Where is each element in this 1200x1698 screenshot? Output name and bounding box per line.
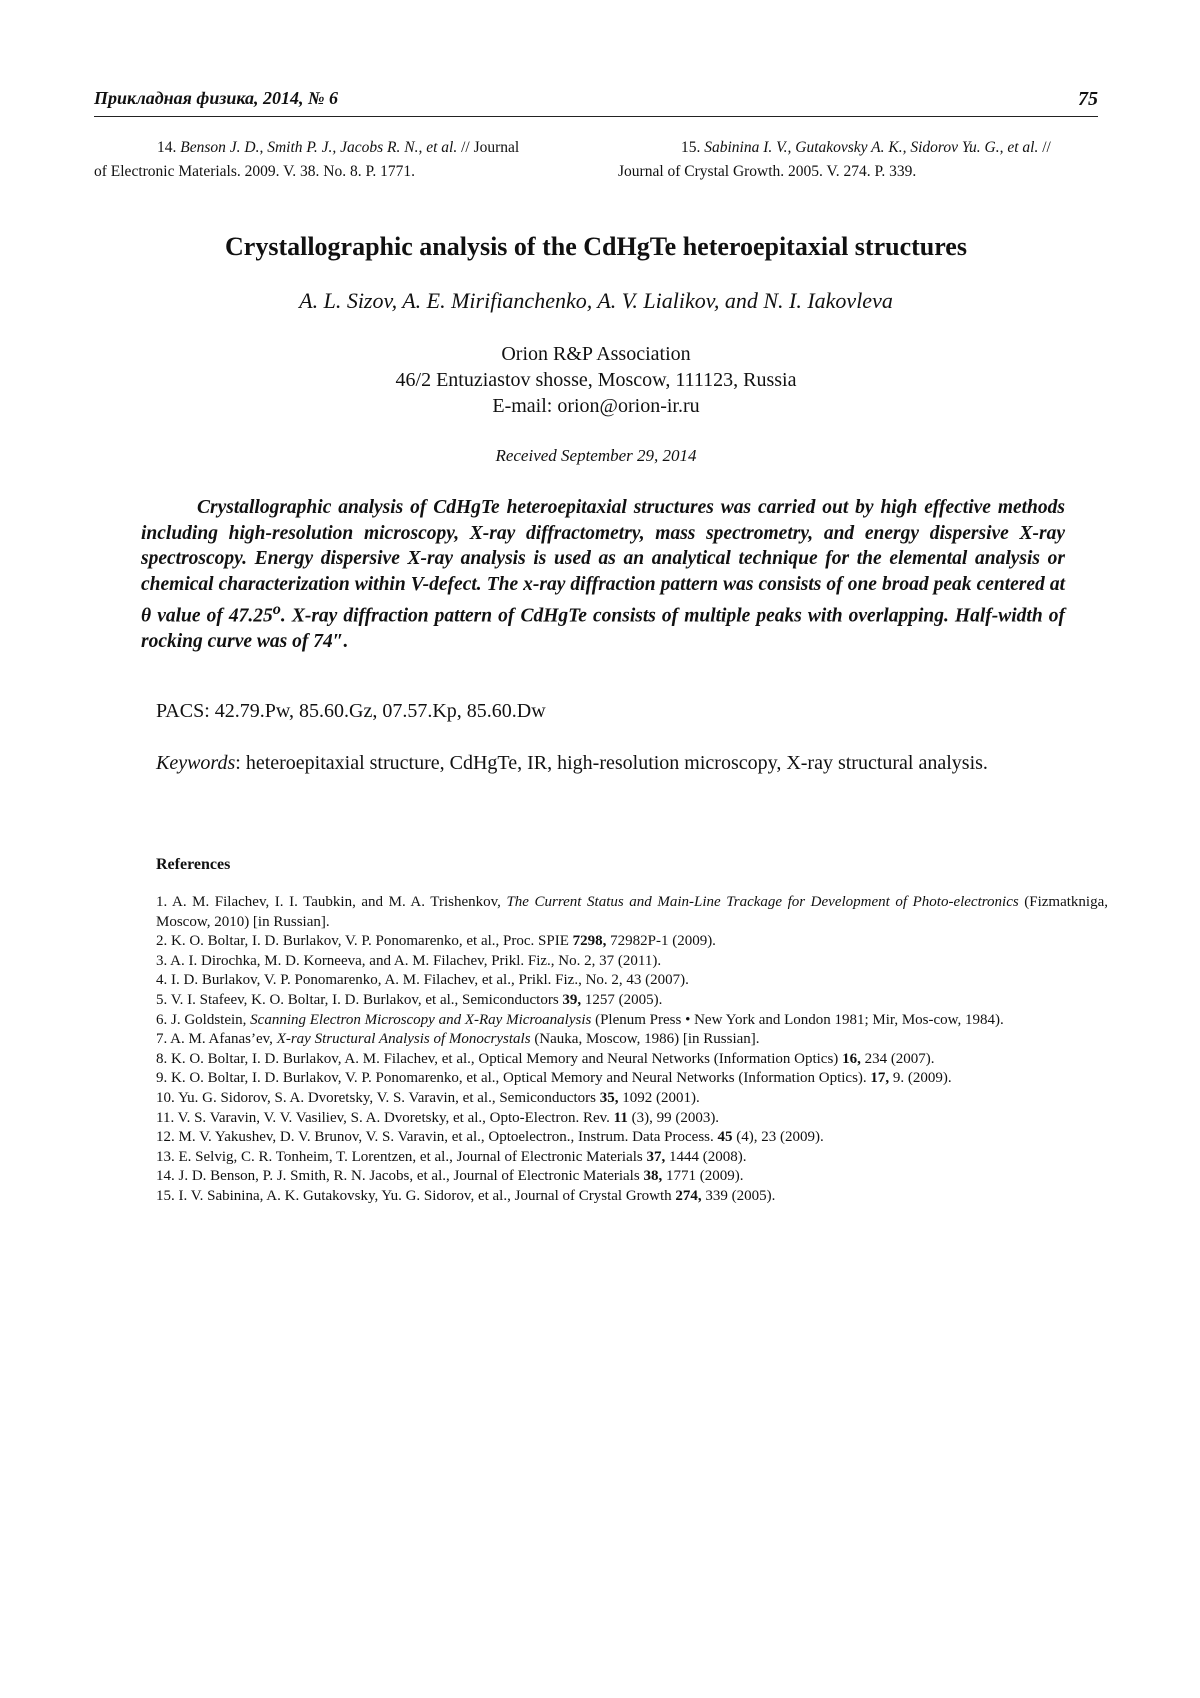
reference-title: X-ray Structural Analysis of Monocrystals xyxy=(276,1031,531,1048)
reference-tail: (3), 99 (2003). xyxy=(627,1109,720,1126)
reference-text: 7. A. M. Afanas’ev, xyxy=(156,1031,277,1048)
previous-page-reference xyxy=(94,136,591,184)
journal-name: Прикладная физика, 2014, № 6 xyxy=(94,88,339,108)
reference-volume: 16, xyxy=(842,1050,861,1067)
reference-item xyxy=(156,1167,1108,1187)
reference-volume: 38, xyxy=(643,1168,663,1185)
ref-number: 15. xyxy=(681,139,701,156)
reference-item xyxy=(156,1128,1108,1148)
abstract xyxy=(141,495,1065,655)
reference-item xyxy=(156,1069,1108,1089)
reference-volume: 274, xyxy=(675,1187,702,1204)
reference-volume: 11 xyxy=(613,1109,628,1126)
reference-tail: 234 (2007). xyxy=(860,1050,935,1067)
reference-text: 3. A. I. Dirochka, M. D. Korneeva, and A. M. Filachev, Prikl. Fiz., No. 2, 37 (2011). xyxy=(156,952,662,969)
ref-number: 14. xyxy=(157,139,177,156)
reference-item xyxy=(156,952,1108,972)
reference-item xyxy=(156,932,1108,952)
reference-text: 2. K. O. Boltar, I. D. Burlakov, V. P. Ponomarenko, et al., Proc. SPIE xyxy=(156,933,573,950)
reference-tail: 1444 (2008). xyxy=(665,1148,747,1165)
reference-tail: 72982P-1 (2009). xyxy=(606,933,716,950)
reference-volume: 17, xyxy=(870,1070,890,1087)
reference-title: Scanning Electron Microscopy and X-Ray Microanalysis xyxy=(250,1011,592,1028)
affiliation-email: E-mail: orion@orion-ir.ru xyxy=(492,395,700,417)
reference-item xyxy=(156,893,1108,932)
reference-item xyxy=(156,1109,1108,1129)
page-number: 75 xyxy=(1078,88,1098,110)
reference-volume: 37, xyxy=(646,1148,666,1165)
reference-tail: (Plenum Press • New York and London 1981; Mir, Mos-cow, 1984). xyxy=(591,1011,1004,1028)
reference-volume: 7298, xyxy=(572,933,607,950)
reference-text: 10. Yu. G. Sidorov, S. A. Dvoretsky, V. S. Varavin, et al., Semiconductors xyxy=(156,1089,600,1106)
reference-item xyxy=(156,1089,1108,1109)
reference-text: 12. M. V. Yakushev, D. V. Brunov, V. S. Varavin, et al., Optoelectron., Instrum. Data Process. xyxy=(156,1129,718,1146)
reference-volume: 45 xyxy=(717,1129,733,1146)
ref-source: Journal of Crystal Growth. 2005. V. 274. P. 339. xyxy=(618,163,917,180)
reference-text: 5. V. I. Stafeev, K. O. Boltar, I. D. Burlakov, et al., Semiconductors xyxy=(156,991,563,1008)
reference-text: 11. V. S. Varavin, V. V. Vasiliev, S. A. Dvoretsky, et al., Opto-Electron. Rev. xyxy=(156,1109,614,1126)
ref-authors: Benson J. D., Smith P. J., Jacobs R. N., et al. xyxy=(180,139,458,156)
reference-item xyxy=(156,991,1108,1011)
ref-separator: // xyxy=(1038,139,1051,156)
reference-text: 15. I. V. Sabinina, A. K. Gutakovsky, Yu. G. Sidorov, et al., Journal of Crystal Growth xyxy=(156,1187,676,1204)
affiliation-org: Orion R&P Association xyxy=(501,343,691,365)
reference-tail: 1257 (2005). xyxy=(581,991,663,1008)
reference-volume: 35, xyxy=(599,1089,619,1106)
reference-item xyxy=(156,1050,1108,1070)
article-authors: A. L. Sizov, A. E. Mirifianchenko, A. V. Lialikov, and N. I. Iakovleva xyxy=(299,288,893,313)
previous-page-reference xyxy=(618,136,1098,184)
affiliation xyxy=(94,341,1098,419)
reference-tail: (4), 23 (2009). xyxy=(732,1129,824,1146)
reference-item xyxy=(156,1187,1108,1207)
references-heading: References xyxy=(156,856,231,873)
article-title: Crystallographic analysis of the CdHgTe heteroepitaxial structures xyxy=(225,232,967,261)
reference-text: 4. I. D. Burlakov, V. P. Ponomarenko, A. M. Filachev, et al., Prikl. Fiz., No. 2, 43 (2007). xyxy=(156,972,689,989)
ref-source: of Electronic Materials. 2009. V. 38. No. 8. P. 1771. xyxy=(94,163,416,180)
reference-item xyxy=(156,971,1108,991)
running-head xyxy=(94,88,1098,117)
keywords-label: Keywords xyxy=(156,752,236,774)
degree-symbol: o xyxy=(272,600,281,619)
reference-item xyxy=(156,1030,1108,1050)
keywords-text: : heteroepitaxial structure, CdHgTe, IR, high-resolution microscopy, X-ray structural analysis. xyxy=(235,752,988,774)
pacs-codes: PACS: 42.79.Pw, 85.60.Gz, 07.57.Kp, 85.60.Dw xyxy=(156,700,546,722)
reference-volume: 39, xyxy=(562,991,582,1008)
reference-tail: 339 (2005). xyxy=(701,1187,776,1204)
reference-item xyxy=(156,1148,1108,1168)
abstract-text-1: Crystallographic analysis of CdHgTe heteroepitaxial structures was carried out by high effective methods including high-resolution microscopy, X-ray diffractometry, mass spectrometry, and energy dispersive X-ray spectroscopy. Energy dispersive X-ray analysis is used as an analytical technique for the elemental analysis or chemical characterization within V-defect. The x-ray diffraction pattern was consists of one broad peak centered at xyxy=(141,497,1065,595)
references-list xyxy=(156,893,1108,1207)
abstract-text-2: value of 47.25 xyxy=(151,605,273,627)
reference-tail: (Fizmatkniga, Moscow, 2010) [in Russian]. xyxy=(156,894,1108,930)
reference-tail: (Nauka, Moscow, 1986) [in Russian]. xyxy=(530,1031,760,1048)
affiliation-address: 46/2 Entuziastov shosse, Moscow, 111123, Russia xyxy=(395,369,797,391)
ref-separator: // Journal xyxy=(457,139,520,156)
ref-authors: Sabinina I. V., Gutakovsky A. K., Sidorov Yu. G., et al. xyxy=(704,139,1039,156)
reference-text: 1. A. M. Filachev, I. I. Taubkin, and M. A. Trishenkov, xyxy=(156,894,507,910)
reference-text: 14. J. D. Benson, P. J. Smith, R. N. Jacobs, et al., Journal of Electronic Materials xyxy=(156,1168,644,1185)
theta-symbol: θ xyxy=(141,605,152,627)
reference-tail: 1092 (2001). xyxy=(618,1089,700,1106)
reference-tail: 1771 (2009). xyxy=(662,1168,744,1185)
abstract-text-3: . X-ray diffraction pattern of CdHgTe consists of multiple peaks with overlapping. Half-width of rocking curve was of 74″. xyxy=(141,605,1065,653)
reference-tail: 9. (2009). xyxy=(889,1070,952,1087)
reference-text: 6. J. Goldstein, xyxy=(156,1011,251,1028)
received-date: Received September 29, 2014 xyxy=(495,446,697,465)
reference-text: 9. K. O. Boltar, I. D. Burlakov, V. P. Ponomarenko, et al., Optical Memory and Neural Networks (Information Optics). xyxy=(156,1070,871,1087)
reference-title: The Current Status and Main-Line Trackage for Development of Photo-electronics xyxy=(506,894,1019,910)
reference-text: 8. K. O. Boltar, I. D. Burlakov, A. M. Filachev, et al., Optical Memory and Neural Networks (Information Optics) xyxy=(156,1050,843,1067)
reference-text: 13. E. Selvig, C. R. Tonheim, T. Lorentzen, et al., Journal of Electronic Materials xyxy=(156,1148,647,1165)
keywords xyxy=(156,752,988,775)
reference-item xyxy=(156,1011,1108,1031)
